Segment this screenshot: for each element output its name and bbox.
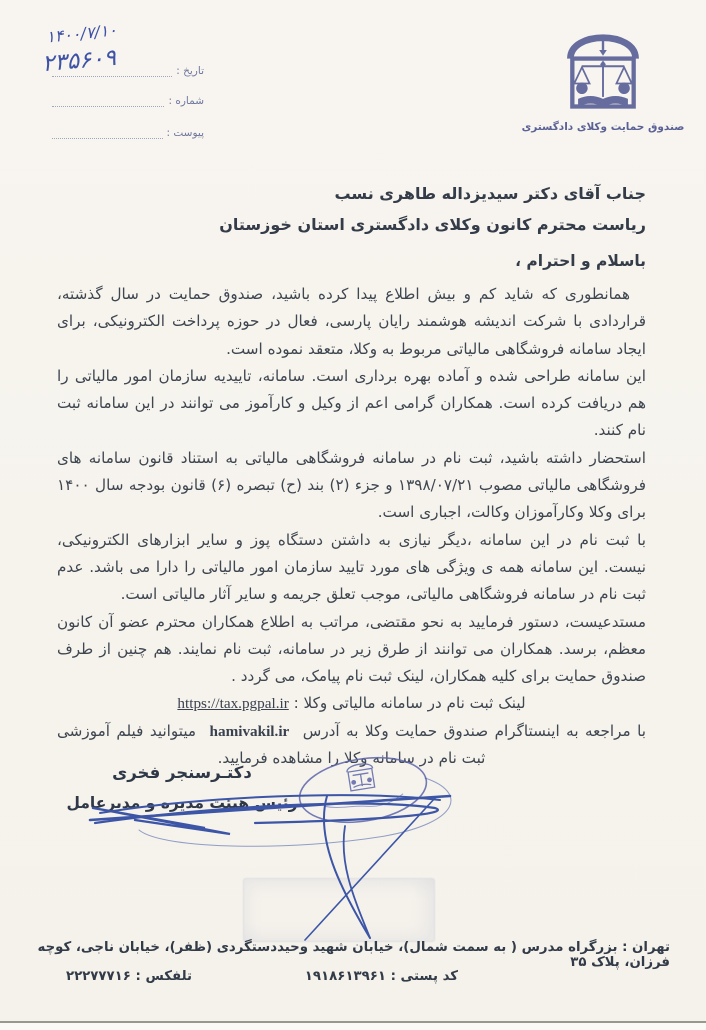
recipient-title: ریاست محترم کانون وکلای دادگستری استان خوزستان (219, 215, 646, 234)
registration-link-label: لینک ثبت نام در سامانه مالیاتی وکلا : (293, 694, 526, 713)
handwritten-date: ۱۴۰۰/۷/۱۰ (45, 20, 118, 47)
attachment-line (52, 126, 163, 139)
organization-logo (521, 26, 685, 133)
signer-name: دکتـرسنجر فخری (112, 763, 252, 782)
recipient-block (219, 178, 646, 240)
signer-title: رئیس هیئت مدیره و مدیرعامل (66, 794, 298, 812)
scales-of-justice-icon (553, 26, 653, 118)
footer-postal-code (305, 969, 458, 984)
footer-telefax (66, 969, 192, 984)
salutation: باسلام و احترام ، (515, 252, 646, 270)
logo-caption: صندوق حمایت وکلای دادگستری (521, 121, 685, 133)
number-row (52, 94, 204, 107)
number-line (52, 94, 164, 107)
instagram-address: hamivakil.ir (209, 722, 290, 740)
paragraph: با ثبت نام در این سامانه ،دیگر نیازی به داشتن دستگاه پوز و سایر ابزارهای الکترونیکی، نیست. این سامانه همه ی ویژگی های مورد تایید سازمان امور مالیاتی را دارا می باشد. عدم ثبت نام در سامانه فروشگاهی مالیاتی، موجب تعلق جریمه و سایر آثار مالیاتی است. (57, 530, 646, 604)
letter-body (57, 281, 646, 772)
instagram-text-before: با مراجعه به اینستاگرام صندوق حمایت وکلا به آدرس (302, 721, 646, 740)
telefax-label: تلفکس : (135, 969, 192, 984)
paragraph: استحضار داشته باشید، ثبت نام در سامانه فروشگاهی مالیاتی به استناد قانون سامانه های فروشگاهی مالیاتی مصوب ۱۳۹۸/۰۷/۲۱ و جزء (۲) بند (ح) تبصره (۶) قانون بودجه سال ۱۴۰۰ برای وکلا وکارآموزان وکالت، اجباری است. (57, 448, 647, 522)
paragraph: مستدعیست، دستور فرمایید به نحو مقتضی، مراتب به اطلاع همکاران محترم عضو آن کانون معظم، برسد. همکاران می توانند از طرق زیر در سامانه، ثبت نام نمایند. هم چنین از طرف صندوق حمایت برای کلیه همکاران، لینک ثبت نام پیامک، می گردد . (57, 612, 646, 686)
instagram-text-after: میتوانید فیلم آموزشی ثبت نام در سامانه وکلا را مشاهده فرمایید. (57, 721, 486, 768)
date-label: تاریخ : (176, 65, 204, 77)
scanner-bed-strip (0, 1023, 706, 1030)
attachment-label: پیوست : (166, 127, 204, 139)
tax-portal-link[interactable]: https://tax.pgpal.ir (177, 695, 289, 713)
postal-code-label: کد پستی : (390, 969, 458, 984)
footer-address: تهران : بزرگراه مدرس ( به سمت شمال)، خیابان شهید وحیددستگردی (ظفر)، خیابان ناجی، کوچه فرزان، پلاک ۳۵ (37, 940, 670, 970)
postal-code-value: ۱۹۱۸۶۱۳۹۶۱ (304, 969, 386, 984)
attachment-row (52, 126, 204, 139)
paragraph: همانطوری که شاید کم و بیش اطلاع پیدا کرده باشید، صندوق حمایت در سال گذشته، قراردادی با شرکت اندیشه هوشمند رایان پارسی، فعال در حوزه پرداخت الکترونیکی، برای ایجاد سامانه فروشگاهی مالیاتی مربوط به وکلا، متعقد نموده است. (57, 285, 646, 358)
recipient-name: جناب آقای دکتر سیدیزداله طاهری نسب (334, 184, 646, 203)
telefax-value: ۲۲۲۷۷۷۱۶ (65, 969, 131, 984)
paragraph: این سامانه طراحی شده و آماده بهره برداری است. سامانه، تاییدیه سازمان امور مالیاتی را هم دریافت کرده است. همکاران گرامی اعم از وکیل و کارآموز می توانند در این سامانه ثبت نام کنند. (57, 366, 646, 440)
number-label: شماره : (168, 95, 204, 107)
handwritten-number: ۲۳۵۶۰۹ (41, 44, 118, 78)
registration-link-line (57, 690, 646, 717)
faint-stamp-imprint (243, 878, 435, 942)
